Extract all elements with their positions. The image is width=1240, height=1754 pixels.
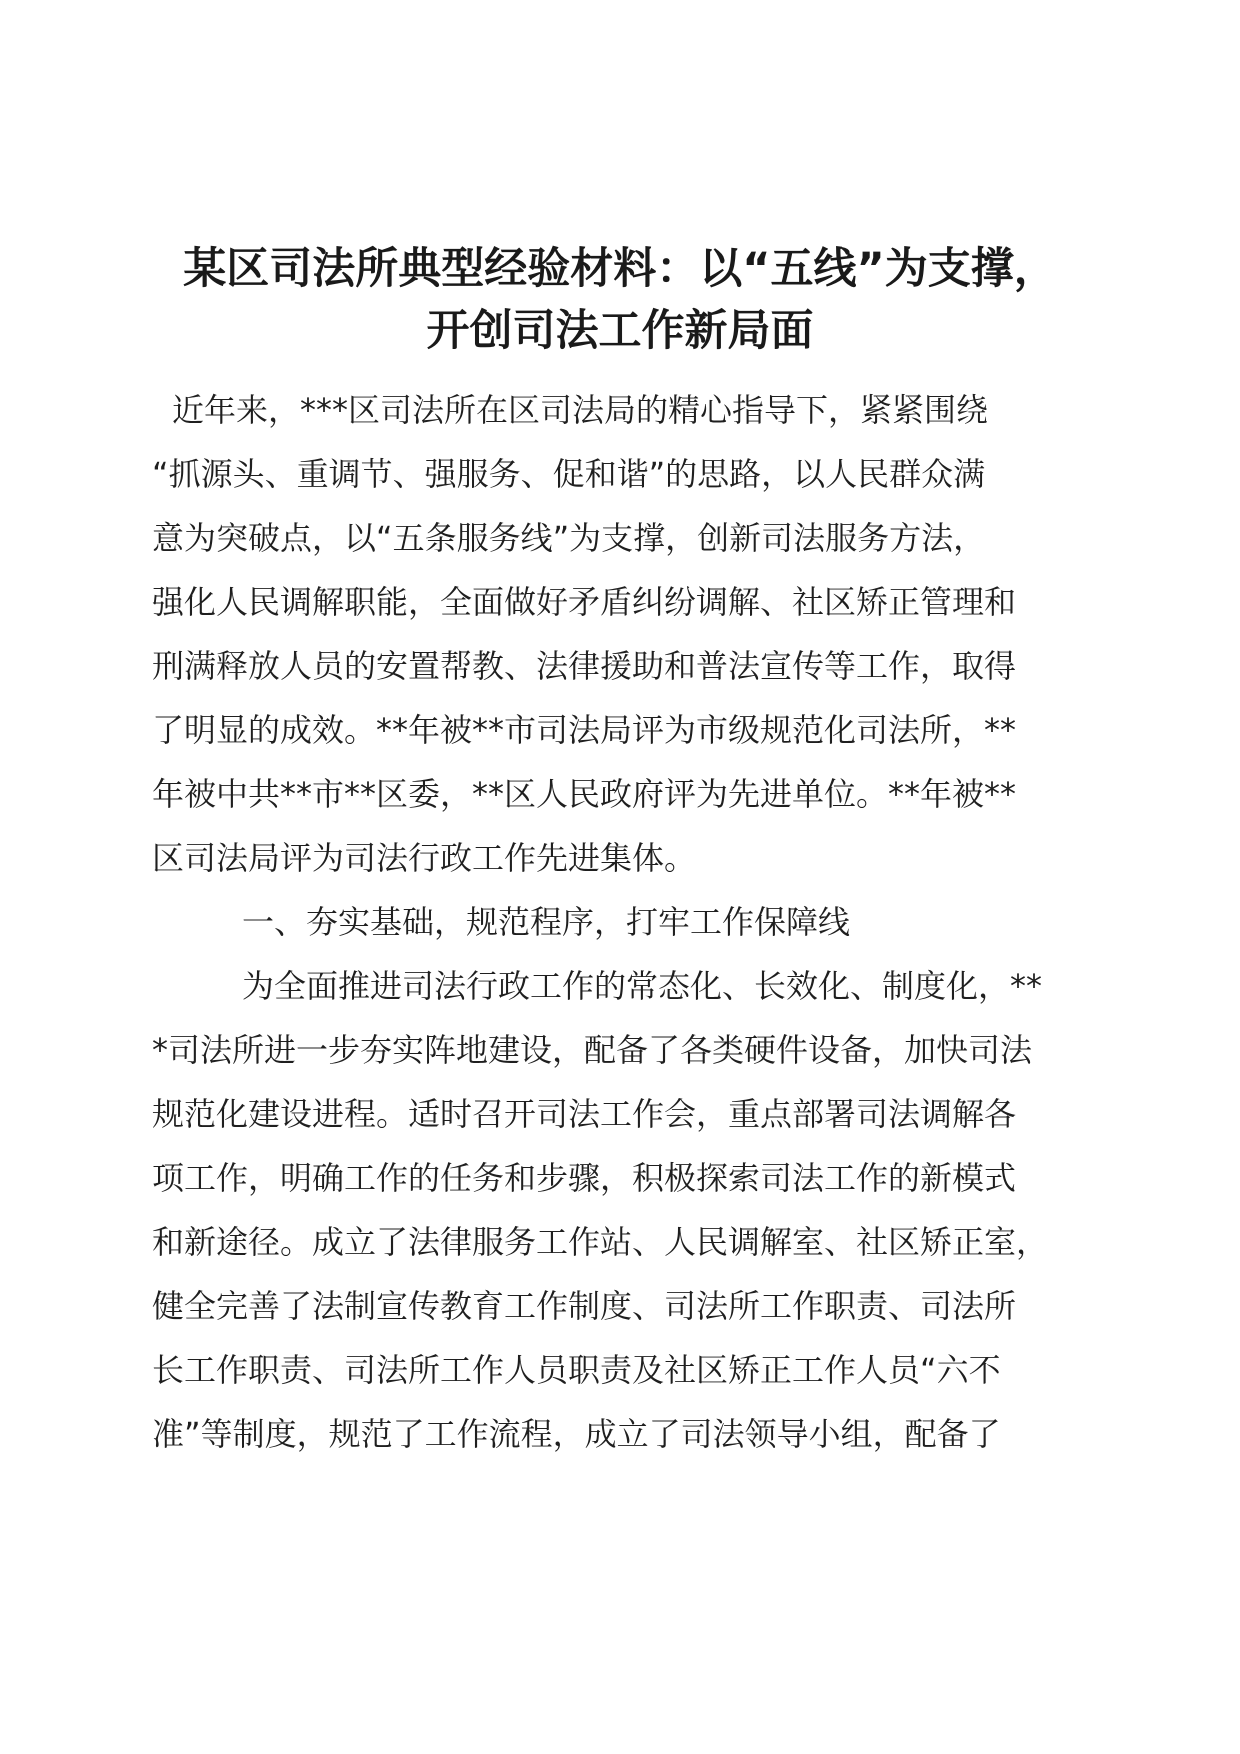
document-title bbox=[140, 238, 1100, 362]
document-body bbox=[152, 378, 1107, 1466]
paragraph-intro-line: 意为突破点，以“五条服务线”为支撑，创新司法服务方法， bbox=[152, 519, 986, 557]
paragraph-section1-line: *司法所进一步夯实阵地建设，配备了各类硬件设备，加快司法 bbox=[152, 1031, 1033, 1069]
paragraph-intro-line: 了明显的成效。**年被**市司法局评为市级规范化司法所，** bbox=[152, 711, 1017, 749]
title-line-2: 开创司法工作新局面 bbox=[426, 306, 814, 356]
paragraph-section1-line: 项工作，明确工作的任务和步骤，积极探索司法工作的新模式 bbox=[152, 1159, 1017, 1197]
paragraph-section1-line: 长工作职责、司法所工作人员职责及社区矫正工作人员“六不 bbox=[152, 1351, 1001, 1389]
paragraph-intro-line: 强化人民调解职能，全面做好矛盾纠纷调解、社区矫正管理和 bbox=[152, 583, 1017, 621]
paragraph-intro-line: 刑满释放人员的安置帮教、法律援助和普法宣传等工作，取得 bbox=[152, 647, 1017, 685]
paragraph-intro-line: “抓源头、重调节、强服务、促和谐”的思路，以人民群众满 bbox=[152, 455, 986, 493]
paragraph-intro-line: 近年来，***区司法所在区司法局的精心指导下，紧紧围绕 bbox=[172, 391, 989, 429]
paragraph-section1-line: 健全完善了法制宣传教育工作制度、司法所工作职责、司法所 bbox=[152, 1287, 1017, 1325]
paragraph-section1-line: 为全面推进司法行政工作的常态化、长效化、制度化，** bbox=[242, 967, 1043, 1005]
paragraph-intro-line: 年被中共**市**区委，**区人民政府评为先进单位。**年被** bbox=[152, 775, 1017, 813]
title-line-1: 某区司法所典型经验材料：以“五线”为支撑， bbox=[183, 244, 1057, 294]
section-heading-1: 一、夯实基础，规范程序，打牢工作保障线 bbox=[242, 903, 851, 941]
paragraph-intro-line: 区司法局评为司法行政工作先进集体。 bbox=[152, 839, 697, 877]
paragraph-section1-line: 准”等制度，规范了工作流程，成立了司法领导小组，配备了 bbox=[152, 1415, 1001, 1453]
paragraph-section1-line: 和新途径。成立了法律服务工作站、人民调解室、社区矫正室， bbox=[152, 1223, 1049, 1261]
paragraph-section1-line: 规范化建设进程。适时召开司法工作会，重点部署司法调解各 bbox=[152, 1095, 1017, 1133]
